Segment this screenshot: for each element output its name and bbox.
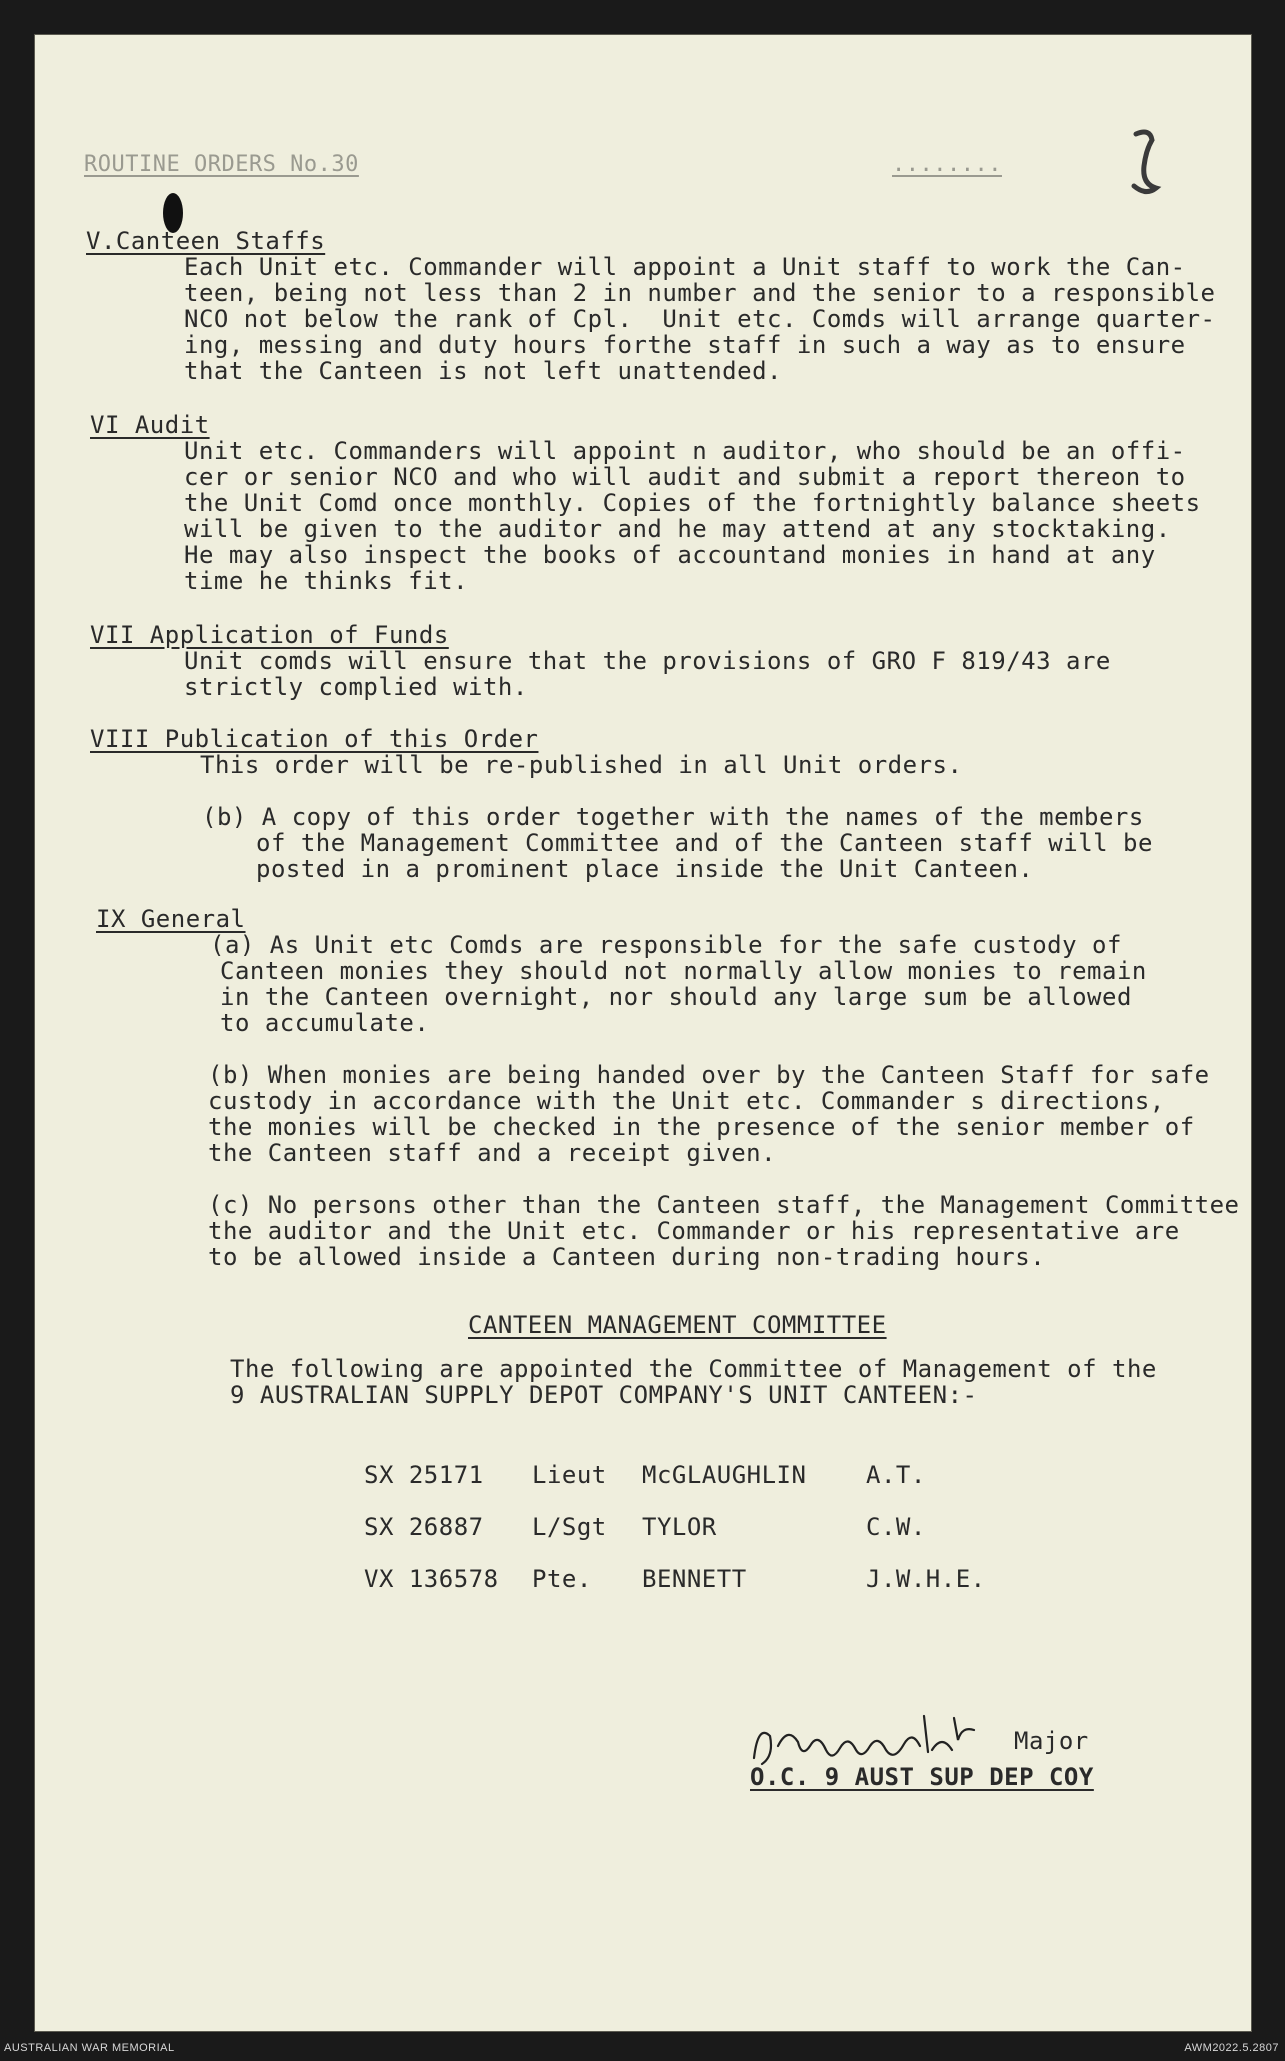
section-viii-heading: VIII Publication of this Order [90, 725, 539, 753]
document-page [34, 34, 1252, 2032]
member-number: VX 136578 [364, 1565, 499, 1593]
section-ix-a-line-2: Canteen monies they should not normally allow monies to remain [220, 957, 1147, 985]
member-number: SX 26887 [364, 1513, 484, 1541]
section-vii-line-1: Unit comds will ensure that the provisions of GRO F 819/43 are [184, 647, 1111, 675]
section-vii-heading: VII Application of Funds [90, 621, 449, 649]
footer-institution: AUSTRALIAN WAR MEMORIAL [4, 2042, 175, 2054]
member-initials: C.W. [866, 1513, 926, 1541]
section-ix-c-line-3: to be allowed inside a Canteen during non-trading hours. [208, 1243, 1046, 1271]
section-vi-line-2: cer or senior NCO and who will audit and submit a report thereon to [184, 463, 1186, 491]
section-ix-c-line-1: (c) No persons other than the Canteen staff, the Management Committee [208, 1191, 1240, 1219]
section-v-line-2: teen, being not less than 2 in number and the senior to a responsible [184, 279, 1216, 307]
section-ix-b-line-1: (b) When monies are being handed over by the Canteen Staff for safe [208, 1061, 1210, 1089]
member-number: SX 25171 [364, 1461, 484, 1489]
header-title: ROUTINE ORDERS No.30 [84, 152, 359, 177]
member-initials: J.W.H.E. [866, 1565, 986, 1593]
page-number-mark [1116, 126, 1176, 206]
section-vi-line-1: Unit etc. Commanders will appoint n auditor, who should be an offi- [184, 437, 1186, 465]
section-v-heading: V.Canteen Staffs [86, 227, 326, 255]
section-ix-a-line-4: to accumulate. [220, 1009, 430, 1037]
committee-intro-line-1: The following are appointed the Committee of Management of the [230, 1355, 1157, 1383]
section-vii-line-2: strictly complied with. [184, 673, 528, 701]
section-vi-line-4: will be given to the auditor and he may attend at any stocktaking. [184, 515, 1171, 543]
section-viii-b-line-2: of the Management Committee and of the Canteen staff will be [256, 829, 1153, 857]
member-name: BENNETT [642, 1565, 747, 1593]
section-vi-line-3: the Unit Comd once monthly. Copies of the fortnightly balance sheets [184, 489, 1201, 517]
member-rank: L/Sgt [532, 1513, 607, 1541]
section-ix-b-line-2: custody in accordance with the Unit etc. Commander s directions, [208, 1087, 1165, 1115]
committee-title: CANTEEN MANAGEMENT COMMITTEE [468, 1311, 887, 1339]
section-v-line-3: NCO not below the rank of Cpl. Unit etc. Comds will arrange quarter- [184, 305, 1216, 333]
section-v-line-5: that the Canteen is not left unattended. [184, 357, 782, 385]
section-v-line-1: Each Unit etc. Commander will appoint a Unit staff to work the Can- [184, 253, 1186, 281]
section-ix-c-line-2: the auditor and the Unit etc. Commander or his representative are [208, 1217, 1180, 1245]
section-vi-line-5: He may also inspect the books of accountand monies in hand at any [184, 541, 1156, 569]
member-rank: Pte. [532, 1565, 592, 1593]
section-vi-heading: VI Audit [90, 411, 210, 439]
header-classification: ........ [892, 152, 1002, 177]
committee-intro-line-2: 9 AUSTRALIAN SUPPLY DEPOT COMPANY'S UNIT CANTEEN:- [230, 1381, 978, 1409]
section-viii-b-line-1: (b) A copy of this order together with the names of the members [202, 803, 1144, 831]
section-ix-b-line-4: the Canteen staff and a receipt given. [208, 1139, 777, 1167]
section-ix-a-line-3: in the Canteen overnight, nor should any large sum be allowed [220, 983, 1132, 1011]
section-viii-line-1: This order will be re-published in all Unit orders. [200, 751, 963, 779]
section-viii-b-line-3: posted in a prominent place inside the Unit Canteen. [256, 855, 1034, 883]
section-ix-b-line-3: the monies will be checked in the presence of the senior member of [208, 1113, 1195, 1141]
section-ix-a-line-1: (a) As Unit etc Comds are responsible for the safe custody of [210, 931, 1122, 959]
footer-accession-number: AWM2022.5.2807 [1184, 2042, 1279, 2054]
section-ix-heading: IX General [96, 905, 246, 933]
signature-rank: Major [1014, 1727, 1089, 1755]
member-rank: Lieut [532, 1461, 607, 1489]
member-initials: A.T. [866, 1461, 926, 1489]
routine-orders-document [34, 34, 1252, 2032]
section-vi-line-6: time he thinks fit. [184, 567, 469, 595]
signature-title: O.C. 9 AUST SUP DEP COY [750, 1763, 1094, 1791]
member-name: McGLAUGHLIN [642, 1461, 807, 1489]
section-v-line-4: ing, messing and duty hours forthe staff in such a way as to ensure [184, 331, 1186, 359]
member-name: TYLOR [642, 1513, 717, 1541]
